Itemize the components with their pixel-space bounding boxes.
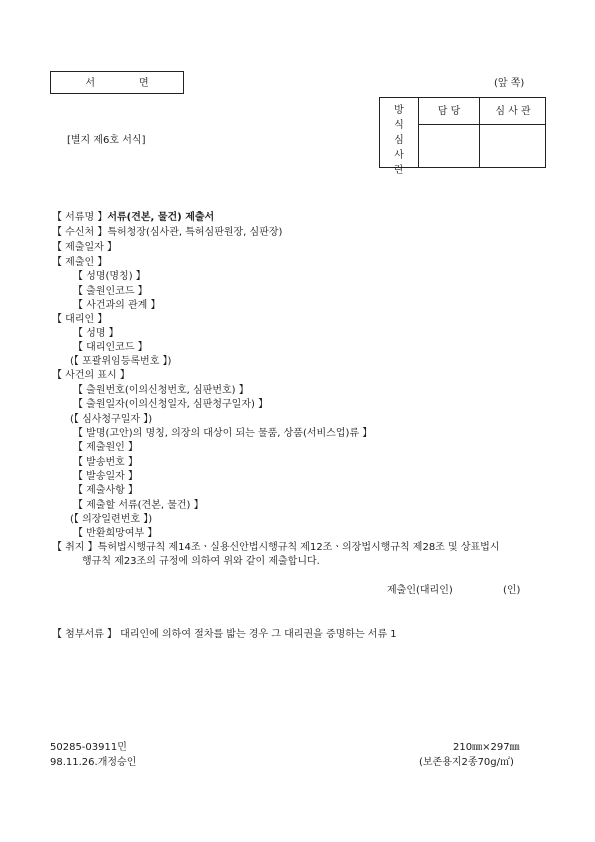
submitter-signature-label: 제출인(대리인) — [387, 585, 453, 596]
submission-date-line: 【 제출일자 】 — [52, 242, 117, 253]
dispatch-date-line: 【 발송일자 】 — [73, 471, 138, 482]
form-code: 50285-03911민 — [50, 742, 127, 753]
approval-table — [379, 97, 546, 176]
document-name-value: 서류(견본, 물건) 제출서 — [107, 212, 215, 223]
method-char: 사 — [394, 150, 404, 161]
submitter-name-line: 【 성명(명칭) 】 — [73, 271, 146, 282]
agent-line: 【 대리인 】 — [52, 314, 108, 325]
form-number: [별지 제6호 서식] — [67, 135, 146, 146]
power-of-attorney-line: (【 포괄위임등록번호 】) — [70, 356, 172, 367]
revision-approval-date: 98.11.26.개정승인 — [50, 757, 137, 768]
agent-code-line: 【 대리인코드 】 — [73, 342, 148, 353]
method-char: 심 — [394, 135, 404, 146]
form-title — [51, 79, 183, 89]
method-examination-label — [380, 103, 418, 178]
front-page-label: (앞 쪽) — [494, 78, 525, 89]
method-char: 란 — [394, 165, 404, 176]
submission-items-line: 【 제출사항 】 — [73, 485, 138, 496]
method-char: 방 — [394, 105, 404, 116]
purpose-line-2: 행규칙 제23조의 규정에 의하여 위와 같이 제출합니다. — [82, 556, 320, 567]
agent-name-line: 【 성명 】 — [73, 328, 119, 339]
design-serial-number-line: (【 의장일련번호 】) — [70, 514, 153, 525]
paper-type: (보존용지2종70g/㎡) — [419, 757, 514, 768]
form-title-char-1: 서 — [85, 78, 95, 89]
table-divider — [418, 124, 546, 125]
submitter-line: 【 제출인 】 — [52, 257, 108, 268]
manager-column-header: 담 당 — [437, 106, 461, 117]
application-number-line: 【 출원번호(이의신청번호, 심판번호) 】 — [73, 385, 249, 396]
submission-reason-line: 【 제출원인 】 — [73, 442, 138, 453]
recipient-line: 【 수신처 】특허청장(심사관, 특허심판원장, 심판장) — [52, 227, 283, 238]
dispatch-number-line: 【 발송번호 】 — [73, 457, 138, 468]
examination-request-date-line: (【 심사청구일자 】) — [70, 414, 153, 425]
return-request-line: 【 반환희망여부 】 — [73, 528, 158, 539]
method-char: 식 — [394, 120, 404, 131]
seal-label: (인) — [503, 585, 521, 596]
invention-title-line: 【 발명(고안)의 명칭, 의장의 대상이 되는 물품, 상품(서비스업)류 】 — [73, 428, 373, 439]
attachment-line: 【 첨부서류 】 대리인에 의하여 절차를 밟는 경우 그 대리권을 증명하는 서류 1 — [52, 629, 397, 640]
application-date-line: 【 출원일자(이의신청일자, 심판청구일자) 】 — [73, 399, 269, 410]
examiner-column-header: 심 사 관 — [495, 106, 531, 117]
document-name-line — [52, 213, 214, 223]
documents-to-submit-line: 【 제출할 서류(견본, 물건) 】 — [73, 500, 204, 511]
form-title-char-2: 면 — [139, 78, 149, 89]
case-relation-line: 【 사건과의 관계 】 — [73, 300, 161, 311]
applicant-code-line: 【 출원인코드 】 — [73, 286, 148, 297]
paper-size: 210㎜×297㎜ — [453, 742, 520, 753]
purpose-line-1: 【 취지 】특허법시행규칙 제14조ㆍ실용신안법시행규칙 제12조ㆍ의장법시행규칙 제28조 및 상표법시 — [52, 542, 500, 553]
form-title-box — [50, 71, 184, 94]
document-name-label: 【 서류명 】 — [52, 212, 108, 223]
case-display-line: 【 사건의 표시 】 — [52, 370, 130, 381]
